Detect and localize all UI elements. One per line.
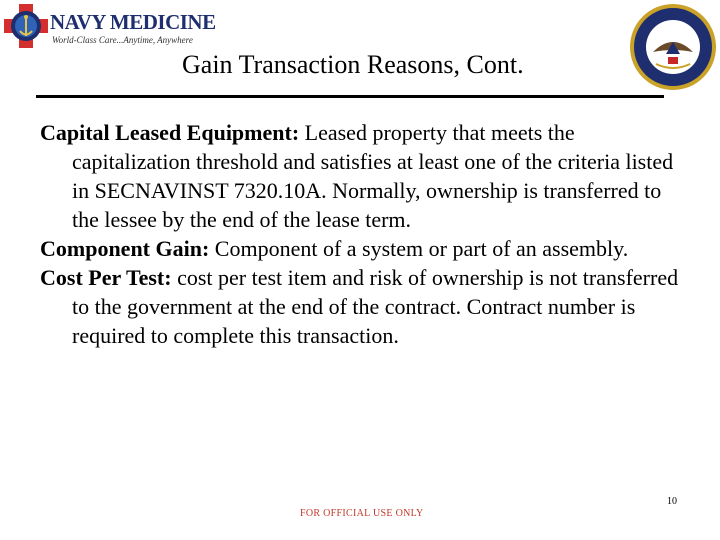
definition-capital-leased-equipment bbox=[40, 118, 680, 234]
department-of-navy-seal-icon bbox=[628, 2, 718, 92]
term-description: cost per test item and risk of ownership is not transferred to the government at the end of the contract. Contract number is required to complete this transaction. bbox=[72, 265, 679, 348]
definition-cost-per-test bbox=[40, 263, 680, 350]
definition-component-gain bbox=[40, 234, 680, 263]
classification-footer: FOR OFFICIAL USE ONLY bbox=[300, 508, 424, 519]
navy-medicine-emblem-icon bbox=[4, 4, 48, 48]
page-number: 10 bbox=[667, 496, 677, 507]
term-label: Capital Leased Equipment: bbox=[40, 120, 300, 145]
term-description: Component of a system or part of an assembly. bbox=[209, 236, 629, 261]
title-divider bbox=[36, 95, 664, 98]
brand-tagline: World-Class Care...Anytime, Anywhere bbox=[52, 35, 193, 45]
navy-medicine-logo bbox=[2, 2, 216, 52]
brand-name: NAVY MEDICINE bbox=[50, 10, 216, 34]
term-description: Leased property that meets the capitalization threshold and satisfies at least one of the criteria listed in SECNAVINST 7320.10A. Normally, ownership is transferred to the lessee by the end of the lease term. bbox=[72, 120, 674, 232]
definitions-list bbox=[40, 118, 680, 350]
term-label: Cost Per Test: bbox=[40, 265, 172, 290]
page-title: Gain Transaction Reasons, Cont. bbox=[182, 50, 524, 79]
term-label: Component Gain: bbox=[40, 236, 210, 261]
